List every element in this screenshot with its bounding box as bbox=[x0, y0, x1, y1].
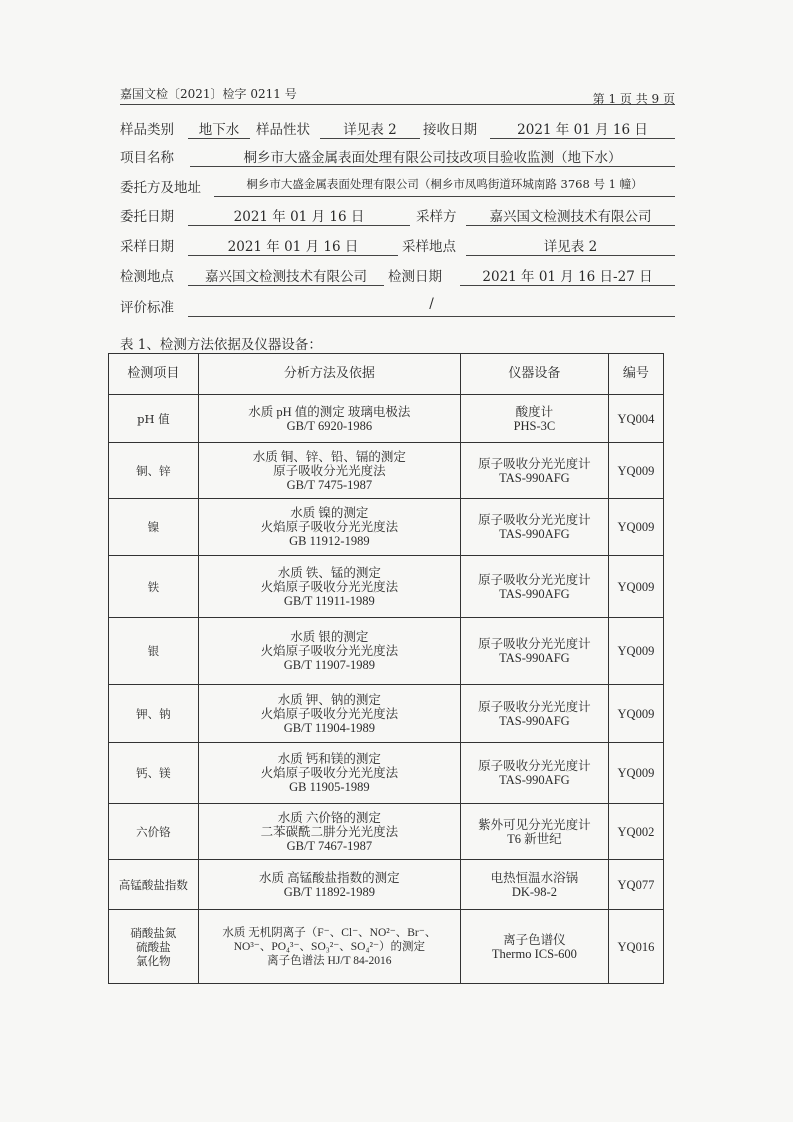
test-date-label: 检测日期 bbox=[388, 269, 442, 285]
cell-instrument: 电热恒温水浴锅 DK-98-2 bbox=[460, 860, 608, 910]
table-row bbox=[109, 860, 664, 910]
cell-code: YQ002 bbox=[608, 804, 663, 860]
cell-code: YQ009 bbox=[608, 685, 663, 743]
header-code: 编号 bbox=[608, 354, 663, 395]
sampler-value: 嘉兴国文检测技术有限公司 bbox=[466, 205, 675, 226]
info-row-test bbox=[120, 265, 675, 287]
client-label: 委托方及地址 bbox=[120, 180, 201, 196]
cell-code: YQ016 bbox=[608, 910, 663, 984]
sampling-date-value: 2021 年 01 月 16 日 bbox=[188, 235, 398, 256]
cell-method: 水质 银的测定 火焰原子吸收分光光度法 GB/T 11907-1989 bbox=[198, 618, 460, 685]
info-row-client bbox=[120, 176, 675, 198]
sampling-date-label: 采样日期 bbox=[120, 239, 174, 255]
cell-method: 水质 钙和镁的测定 火焰原子吸收分光光度法 GB 11905-1989 bbox=[198, 743, 460, 804]
sampler-label: 采样方 bbox=[416, 209, 457, 225]
cell-instrument: 原子吸收分光光度计 TAS-990AFG bbox=[460, 618, 608, 685]
info-row-standard bbox=[120, 296, 675, 318]
table-row bbox=[109, 443, 664, 499]
sampling-site-value: 详见表 2 bbox=[466, 235, 675, 256]
report-header bbox=[120, 84, 675, 105]
table-row bbox=[109, 395, 664, 443]
cell-item: 六价铬 bbox=[109, 804, 199, 860]
info-row-project bbox=[120, 146, 675, 168]
sample-nature-label: 样品性状 bbox=[256, 122, 310, 138]
standard-value: / bbox=[188, 296, 675, 317]
sample-nature-value: 详见表 2 bbox=[320, 118, 420, 139]
cell-code: YQ009 bbox=[608, 743, 663, 804]
entrust-date-value: 2021 年 01 月 16 日 bbox=[188, 205, 410, 226]
info-row-sampling bbox=[120, 235, 675, 257]
entrust-date-label: 委托日期 bbox=[120, 209, 174, 225]
cell-item: 银 bbox=[109, 618, 199, 685]
cell-item: 铁 bbox=[109, 556, 199, 618]
table-caption: 表 1、检测方法依据及仪器设备： bbox=[120, 337, 322, 353]
sampling-site-label: 采样地点 bbox=[402, 239, 456, 255]
report-number: 嘉国文检〔2021〕检字 0211 号 bbox=[120, 87, 297, 101]
cell-instrument: 原子吸收分光光度计 TAS-990AFG bbox=[460, 499, 608, 556]
cell-item: 铜、锌 bbox=[109, 443, 199, 499]
table-row bbox=[109, 618, 664, 685]
cell-code: YQ009 bbox=[608, 499, 663, 556]
project-value: 桐乡市大盛金属表面处理有限公司技改项目验收监测（地下水） bbox=[190, 146, 675, 167]
cell-item: 高锰酸盐指数 bbox=[109, 860, 199, 910]
cell-instrument: 酸度计 PHS-3C bbox=[460, 395, 608, 443]
cell-instrument: 原子吸收分光光度计 TAS-990AFG bbox=[460, 743, 608, 804]
cell-item: 镍 bbox=[109, 499, 199, 556]
cell-code: YQ009 bbox=[608, 443, 663, 499]
table-row bbox=[109, 556, 664, 618]
test-date-value: 2021 年 01 月 16 日-27 日 bbox=[460, 265, 675, 286]
table-row bbox=[109, 499, 664, 556]
cell-method: 水质 pH 值的测定 玻璃电极法 GB/T 6920-1986 bbox=[198, 395, 460, 443]
sample-type-label: 样品类别 bbox=[120, 122, 174, 138]
cell-method: 水质 钾、钠的测定 火焰原子吸收分光光度法 GB/T 11904-1989 bbox=[198, 685, 460, 743]
cell-code: YQ077 bbox=[608, 860, 663, 910]
client-value: 桐乡市大盛金属表面处理有限公司（桐乡市凤鸣街道环城南路 3768 号 1 幢） bbox=[214, 176, 675, 197]
info-row-entrust bbox=[120, 205, 675, 227]
table-row bbox=[109, 910, 664, 984]
cell-method: 水质 无机阴离子（F⁻、Cl⁻、NO²⁻、Br⁻、 NO³⁻、PO₄³⁻、SO₃²⁻、SO₄²⁻）的测定 离子色谱法 HJ/T 84-2016 bbox=[198, 910, 460, 984]
receive-date-label: 接收日期 bbox=[423, 122, 477, 138]
cell-item: 钙、镁 bbox=[109, 743, 199, 804]
sample-type-value: 地下水 bbox=[188, 118, 250, 139]
cell-code: YQ004 bbox=[608, 395, 663, 443]
cell-item: pH 值 bbox=[109, 395, 199, 443]
table-header-row bbox=[109, 354, 664, 395]
project-label: 项目名称 bbox=[120, 150, 174, 166]
table-row bbox=[109, 685, 664, 743]
header-item: 检测项目 bbox=[109, 354, 199, 395]
cell-method: 水质 铜、锌、铅、镉的测定 原子吸收分光光度法 GB/T 7475-1987 bbox=[198, 443, 460, 499]
standard-label: 评价标准 bbox=[120, 300, 174, 316]
cell-method: 水质 六价铬的测定 二苯碳酰二肼分光光度法 GB/T 7467-1987 bbox=[198, 804, 460, 860]
cell-method: 水质 高锰酸盐指数的测定 GB/T 11892-1989 bbox=[198, 860, 460, 910]
cell-item: 硝酸盐氮 硫酸盐 氯化物 bbox=[109, 910, 199, 984]
cell-instrument: 原子吸收分光光度计 TAS-990AFG bbox=[460, 556, 608, 618]
cell-instrument: 紫外可见分光光度计 T6 新世纪 bbox=[460, 804, 608, 860]
cell-code: YQ009 bbox=[608, 618, 663, 685]
info-row-sample bbox=[120, 118, 675, 140]
header-method: 分析方法及依据 bbox=[198, 354, 460, 395]
test-site-label: 检测地点 bbox=[120, 269, 174, 285]
receive-date-value: 2021 年 01 月 16 日 bbox=[490, 118, 675, 139]
method-table bbox=[108, 353, 664, 984]
cell-instrument: 原子吸收分光光度计 TAS-990AFG bbox=[460, 443, 608, 499]
table-row bbox=[109, 743, 664, 804]
cell-method: 水质 铁、锰的测定 火焰原子吸收分光光度法 GB/T 11911-1989 bbox=[198, 556, 460, 618]
cell-instrument: 原子吸收分光光度计 TAS-990AFG bbox=[460, 685, 608, 743]
cell-item: 钾、钠 bbox=[109, 685, 199, 743]
cell-instrument: 离子色谱仪 Thermo ICS-600 bbox=[460, 910, 608, 984]
cell-method: 水质 镍的测定 火焰原子吸收分光光度法 GB 11912-1989 bbox=[198, 499, 460, 556]
page-info: 第 1 页 共 9 页 bbox=[592, 92, 675, 106]
cell-code: YQ009 bbox=[608, 556, 663, 618]
table-row bbox=[109, 804, 664, 860]
test-site-value: 嘉兴国文检测技术有限公司 bbox=[188, 265, 384, 286]
header-instrument: 仪器设备 bbox=[460, 354, 608, 395]
